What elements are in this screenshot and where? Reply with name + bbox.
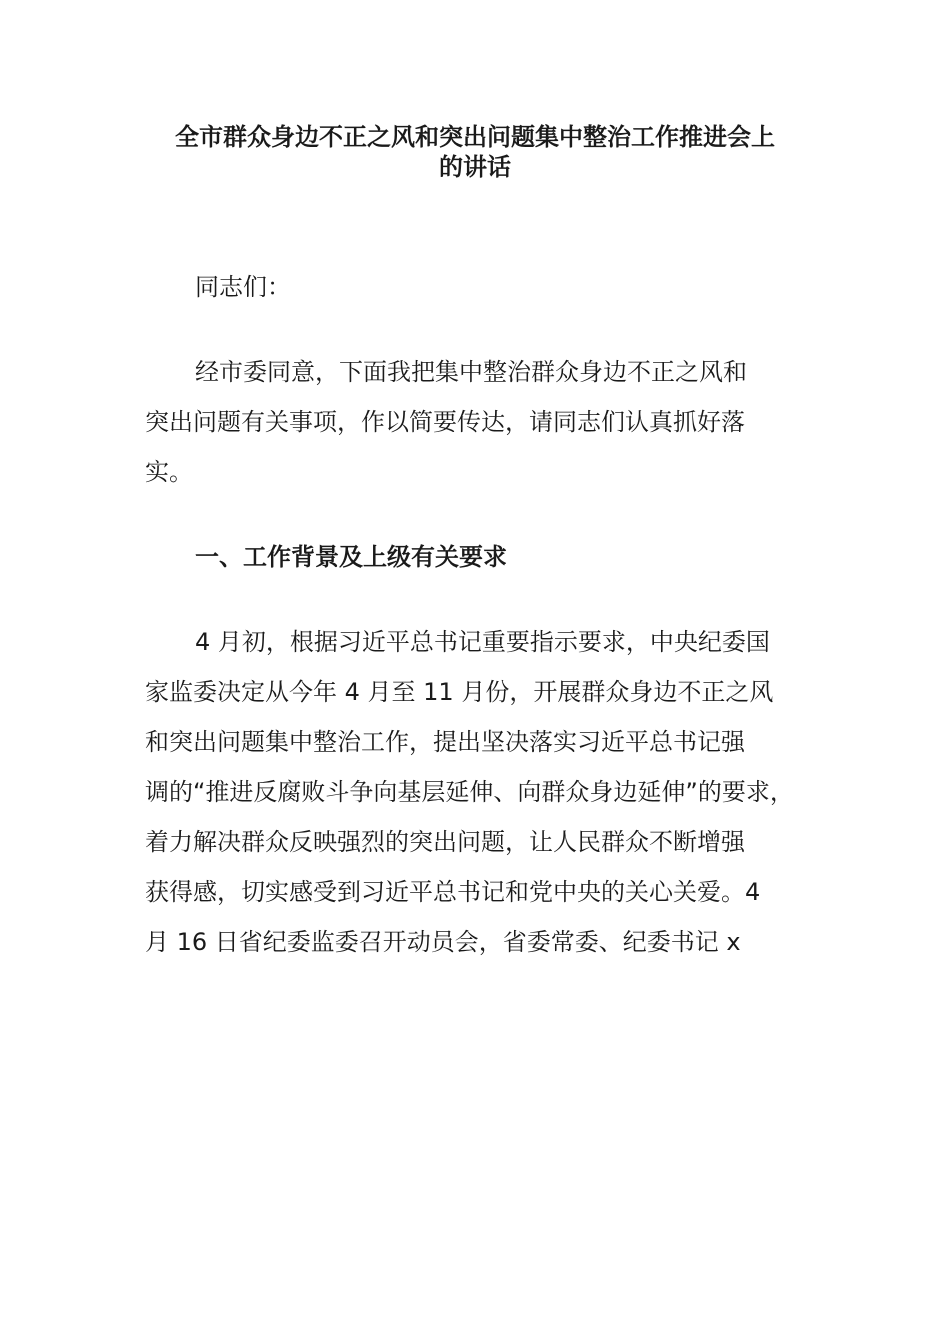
section1-line-5: 着力解决群众反映强烈的突出问题，让人民群众不断增强 (145, 828, 745, 856)
intro-line-1: 经市委同意，下面我把集中整治群众身边不正之风和 (195, 358, 747, 386)
title-line-2: 的讲话 (439, 153, 511, 181)
section1-line-7: 月 16 日省纪委监委召开动员会，省委常委、纪委书记 x (145, 928, 741, 956)
document-title (120, 122, 830, 182)
section1-line-6: 获得感，切实感受到习近平总书记和党中央的关心关爱。4 (145, 878, 761, 906)
section1-line-4: 调的“推进反腐败斗争向基层延伸、向群众身边延伸”的要求， (145, 778, 794, 806)
section1-line-1: 4 月初，根据习近平总书记重要指示要求，中央纪委国 (195, 628, 770, 656)
section1-line-3: 和突出问题集中整治工作，提出坚决落实习近平总书记强 (145, 728, 745, 756)
intro-line-2: 突出问题有关事项，作以简要传达，请同志们认真抓好落 (145, 408, 745, 436)
title-line-1: 全市群众身边不正之风和突出问题集中整治工作推进会上 (175, 123, 775, 151)
section1-line-2: 家监委决定从今年 4 月至 11 月份，开展群众身边不正之风 (145, 678, 774, 706)
salutation: 同志们： (195, 273, 291, 301)
section-heading-1: 一、工作背景及上级有关要求 (195, 543, 507, 571)
intro-line-3: 实。 (145, 458, 193, 486)
